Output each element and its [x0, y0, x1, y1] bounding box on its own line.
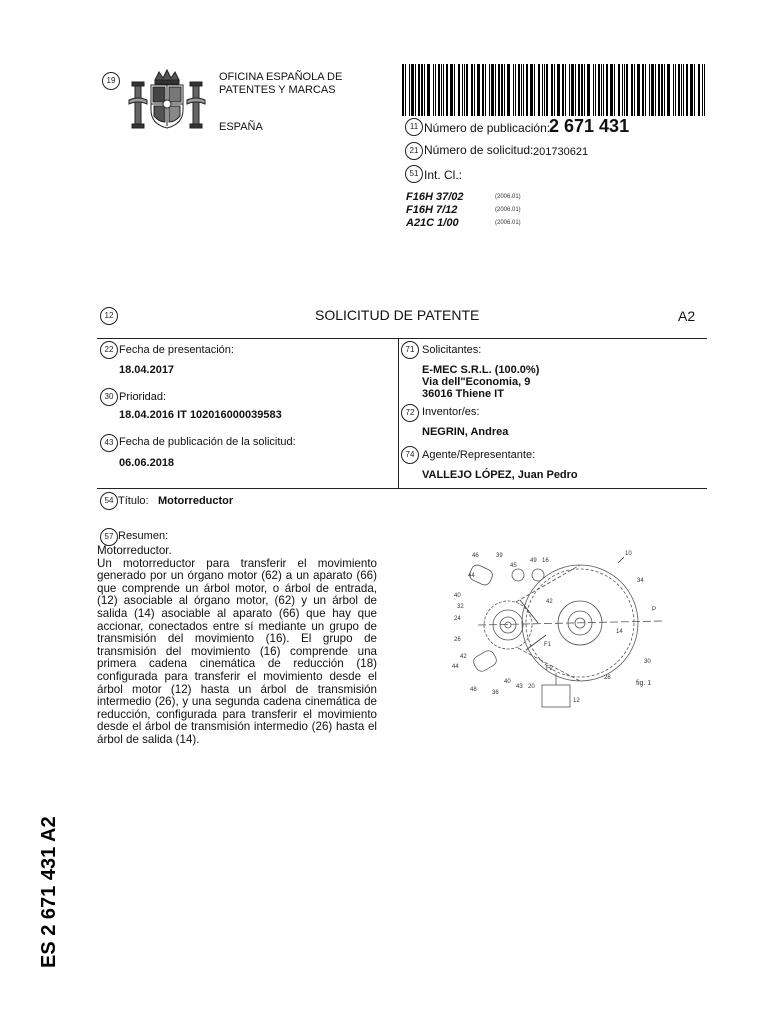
- barcode-bar: [581, 64, 583, 116]
- barcode-bar: [587, 64, 590, 116]
- title-label: Título:: [118, 495, 149, 507]
- barcode-bar: [501, 64, 503, 116]
- figure-label-12: 12: [573, 698, 580, 704]
- barcode-bar: [637, 64, 640, 116]
- inid-code-12: 12: [100, 307, 118, 325]
- patent-drawing-figure: [438, 545, 668, 710]
- barcode-bar: [642, 64, 644, 116]
- barcode-bar: [595, 64, 596, 116]
- barcode-bar: [675, 64, 676, 116]
- figure-caption: fig. 1: [636, 680, 652, 687]
- barcode-bar: [598, 64, 600, 116]
- barcode-bar: [441, 64, 442, 116]
- barcode-bar: [645, 64, 646, 116]
- int-cl-label: Int. Cl.:: [424, 168, 463, 182]
- barcode-bar: [694, 64, 695, 116]
- barcode-bar: [421, 64, 423, 116]
- abstract-body: [97, 545, 377, 747]
- figure-label-f1: F1: [544, 642, 552, 648]
- figure-label-42-left: 42: [460, 654, 467, 660]
- barcode-bar: [551, 64, 553, 116]
- barcode-bar: [610, 64, 613, 116]
- country-name: ESPAÑA: [219, 121, 263, 133]
- barcode-bar: [534, 64, 535, 116]
- figure-label-28: 28: [604, 675, 611, 681]
- barcode-bar: [578, 64, 580, 116]
- barcode-bar: [542, 64, 543, 116]
- inid-code-51: 51: [405, 165, 423, 183]
- barcode-bar: [690, 64, 693, 116]
- abstract-text: Un motorreductor para transferir el movimiento generado por un órgano motor (62) a un aparato (66) que comprende un árbol motor, o árbol de entrada, (12) asociable al órgano motor, (62) y un árbol de salida (14) asociable al aparato (66) que hay que accionar, conectados entre sí mediante un grupo de transmisión del movimiento (16). El grupo de transmisión del movimiento (16) comprende una primera cadena cinemática de reducción (18) configurada para transferir el movimiento desde el árbol motor (12) hasta un árbol de transmisión intermedio (26), y una segunda cadena cinemática de reducción, configurada para transferir el movimiento desde el árbol de transmisión intermedio (26) hasta el árbol de salida (14).: [97, 556, 377, 746]
- divider-column: [398, 338, 399, 488]
- barcode-bar: [471, 64, 473, 116]
- barcode-bar: [698, 64, 700, 116]
- inventor-label: Inventor/es:: [422, 406, 480, 418]
- barcode-bar: [515, 64, 516, 116]
- barcode-bar: [634, 64, 635, 116]
- publication-number: 2 671 431: [549, 116, 630, 136]
- inid-code-57: 57: [100, 528, 118, 546]
- barcode-bar: [593, 64, 594, 116]
- barcode-bar: [507, 64, 510, 116]
- barcode-bar: [489, 64, 490, 116]
- barcode-bar: [658, 64, 660, 116]
- barcode-bar: [562, 64, 564, 116]
- barcode-bar: [526, 64, 528, 116]
- barcode-bar: [443, 64, 444, 116]
- applicant-name: E-MEC S.R.L. (100.0%): [422, 364, 540, 376]
- agent-value: VALLEJO LÓPEZ, Juan Pedro: [422, 469, 578, 481]
- class-date-3: (2006.01): [495, 220, 521, 226]
- barcode-bar: [418, 64, 420, 116]
- inid-code-30: 30: [100, 388, 118, 406]
- barcode-bar: [649, 64, 650, 116]
- priority-label: Prioridad:: [119, 391, 167, 403]
- barcode-bar: [546, 64, 548, 116]
- barcode-bar: [446, 64, 448, 116]
- figure-label-45-top: 45: [510, 563, 517, 569]
- class-date-1: (2006.01): [495, 194, 521, 200]
- agent-label: Agente/Representante:: [422, 449, 536, 461]
- barcode-bar: [427, 64, 430, 116]
- barcode-bar: [485, 64, 486, 116]
- applicants-label: Solicitantes:: [422, 344, 482, 356]
- figure-label-30: 30: [644, 659, 651, 665]
- barcode-bar: [631, 64, 633, 116]
- barcode-bar: [575, 64, 576, 116]
- barcode-bar: [458, 64, 460, 116]
- class-code-2: F16H 7/12: [406, 204, 458, 216]
- barcode-bar: [462, 64, 463, 116]
- applicant-address-line1: Via dell"Economia, 9: [422, 376, 531, 388]
- barcode-bar: [584, 64, 585, 116]
- barcode-bar: [554, 64, 555, 116]
- figure-label-36: 36: [492, 690, 499, 696]
- barcode-bar: [438, 64, 440, 116]
- barcode-bar: [435, 64, 436, 116]
- barcode-bar: [530, 64, 533, 116]
- class-date-2: (2006.01): [495, 207, 521, 213]
- barcode-bar: [571, 64, 574, 116]
- barcode-bar: [409, 64, 410, 116]
- barcode-bar: [622, 64, 623, 116]
- barcode-bar: [513, 64, 514, 116]
- filing-date-label: Fecha de presentación:: [119, 344, 234, 356]
- figure-label-32: 32: [457, 604, 464, 610]
- figure-label-16: 16: [542, 558, 549, 564]
- barcode-bar: [402, 64, 404, 116]
- divider-bottom: [97, 488, 707, 489]
- inid-code-74: 74: [401, 446, 419, 464]
- barcode-bar: [626, 64, 628, 116]
- barcode-bar: [661, 64, 663, 116]
- class-code-3: A21C 1/00: [406, 217, 459, 229]
- barcode-bar: [454, 64, 455, 116]
- barcode-bar: [569, 64, 570, 116]
- barcode-bar: [667, 64, 670, 116]
- barcode-bar: [424, 64, 425, 116]
- barcode-bar: [664, 64, 665, 116]
- inid-code-71: 71: [401, 341, 419, 359]
- application-number-label: Número de solicitud:: [424, 143, 534, 157]
- barcode-bar: [538, 64, 540, 116]
- figure-label-p: P: [652, 607, 657, 613]
- figure-label-40-bottom: 40: [504, 679, 511, 685]
- figure-label-42-top: 42: [546, 599, 553, 605]
- inid-code-43: 43: [100, 434, 118, 452]
- barcode-bar: [464, 64, 465, 116]
- barcode-bar: [518, 64, 520, 116]
- publication-date-value: 06.06.2018: [119, 457, 175, 469]
- figure-label-26: 26: [454, 637, 461, 643]
- figure-label-34: 34: [637, 578, 644, 584]
- barcode-bar: [681, 64, 682, 116]
- barcode-bar: [504, 64, 505, 116]
- barcode-bar: [702, 64, 703, 116]
- barcode-bar: [482, 64, 484, 116]
- inid-code-22: 22: [100, 341, 118, 359]
- barcode-bar: [466, 64, 468, 116]
- applicant-address-line2: 36016 Thiene IT: [422, 388, 504, 400]
- barcode-bar: [450, 64, 453, 116]
- barcode-bar: [686, 64, 688, 116]
- barcode-bar: [683, 64, 684, 116]
- barcode-bar: [544, 64, 545, 116]
- barcode-image: [402, 64, 706, 116]
- figure-label-43: 43: [516, 684, 523, 690]
- inid-code-72: 72: [401, 404, 419, 422]
- barcode-bar: [565, 64, 566, 116]
- inventor-value: NEGRIN, Andrea: [422, 426, 509, 438]
- inid-code-21: 21: [405, 142, 423, 160]
- figure-label-44-top: 44: [468, 573, 475, 579]
- barcode-bar: [614, 64, 615, 116]
- inid-code-11: 11: [405, 118, 423, 136]
- barcode-bar: [415, 64, 416, 116]
- figure-label-40-left: 40: [454, 593, 461, 599]
- inid-code-54: 54: [100, 492, 118, 510]
- divider-top: [97, 338, 707, 339]
- vertical-publication-number: ES 2 671 431 A2: [38, 816, 60, 968]
- abstract-heading: Motorreductor.: [97, 544, 172, 557]
- barcode-bar: [678, 64, 680, 116]
- abstract-label: Resumen:: [118, 530, 169, 542]
- barcode-bar: [618, 64, 620, 116]
- document-kind-code: A2: [678, 308, 696, 324]
- barcode-bar: [433, 64, 434, 116]
- figure-label-24: 24: [454, 616, 461, 622]
- class-code-1: F16H 37/02: [406, 191, 464, 203]
- figure-label-49: 49: [530, 558, 537, 564]
- publication-date-label: Fecha de publicación de la solicitud:: [119, 436, 296, 448]
- priority-value: 18.04.2016 IT 102016000039583: [119, 409, 282, 421]
- figure-label-10: 10: [625, 551, 632, 557]
- document-type-title: SOLICITUD DE PATENTE: [315, 307, 480, 323]
- figure-label-20: 20: [528, 684, 535, 690]
- figure-label-46-top: 46: [472, 553, 479, 559]
- barcode-bar: [521, 64, 522, 116]
- barcode-bar: [498, 64, 500, 116]
- office-name-line2: PATENTES Y MARCAS: [219, 84, 336, 96]
- filing-date-value: 18.04.2017: [119, 364, 175, 376]
- inid-code-19: 19: [102, 72, 120, 90]
- barcode-bar: [491, 64, 494, 116]
- barcode-bar: [495, 64, 496, 116]
- figure-label-48: 48: [470, 687, 477, 693]
- title-value: Motorreductor: [158, 495, 234, 507]
- barcode-bar: [557, 64, 560, 116]
- figure-label-f2: F2: [546, 666, 554, 672]
- figure-label-44-bottom: 44: [452, 664, 459, 670]
- figure-label-39: 39: [496, 553, 503, 559]
- barcode-bar: [474, 64, 475, 116]
- barcode-bar: [704, 64, 705, 116]
- figure-label-14: 14: [616, 629, 623, 635]
- barcode-bar: [523, 64, 524, 116]
- barcode-bar: [601, 64, 602, 116]
- application-number: 201730621: [533, 146, 589, 158]
- barcode-bar: [655, 64, 656, 116]
- barcode-bar: [477, 64, 480, 116]
- barcode-bar: [624, 64, 625, 116]
- barcode-bar: [411, 64, 414, 116]
- barcode-bar: [651, 64, 654, 116]
- barcode-bar: [606, 64, 608, 116]
- publication-number-label: Número de publicación:: [424, 121, 551, 135]
- barcode-bar: [603, 64, 604, 116]
- barcode-bar: [673, 64, 674, 116]
- barcode-bar: [405, 64, 406, 116]
- spanish-coat-of-arms-logo: [127, 66, 207, 136]
- office-name-line1: OFICINA ESPAÑOLA DE: [219, 71, 343, 83]
